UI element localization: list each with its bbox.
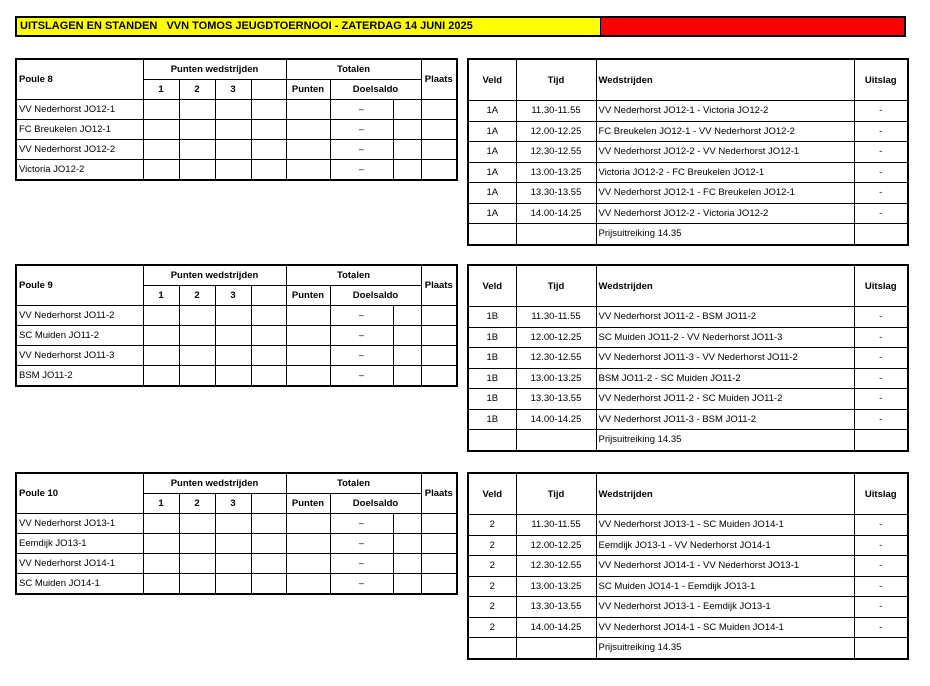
prize-veld-empty <box>468 430 516 451</box>
match-veld: 1A <box>468 101 516 122</box>
match-veld: 1B <box>468 368 516 389</box>
header-match-1: 1 <box>143 80 179 100</box>
match-veld: 1B <box>468 348 516 369</box>
match-teams: VV Nederhorst JO12-1 - FC Breukelen JO12-1 <box>596 183 854 204</box>
prize-tijd-empty <box>516 638 596 659</box>
score-cell-2[interactable] <box>179 160 215 181</box>
match-teams: VV Nederhorst JO12-1 - Victoria JO12-2 <box>596 101 854 122</box>
score-cell-extra[interactable] <box>251 574 286 595</box>
header-match-3: 3 <box>215 80 251 100</box>
prize-uitslag-empty <box>854 430 908 451</box>
header-doelsaldo: Doelsaldo <box>330 80 421 100</box>
match-tijd: 13.00-13.25 <box>516 368 596 389</box>
punten-cell[interactable] <box>286 534 330 554</box>
match-row <box>468 348 908 369</box>
match-uitslag[interactable]: - <box>854 348 908 369</box>
score-cell-extra[interactable] <box>251 140 286 160</box>
match-uitslag[interactable]: - <box>854 203 908 224</box>
standings-row <box>16 346 457 366</box>
score-cell-3[interactable] <box>215 346 251 366</box>
match-tijd: 13.30-13.55 <box>516 597 596 618</box>
doelsaldo-extra-cell[interactable] <box>393 120 421 140</box>
score-cell-3[interactable] <box>215 514 251 534</box>
match-tijd: 13.00-13.25 <box>516 162 596 183</box>
header-plaats: Plaats <box>421 265 457 306</box>
doelsaldo-extra-cell[interactable] <box>393 534 421 554</box>
prize-veld-empty <box>468 638 516 659</box>
match-tijd: 14.00-14.25 <box>516 617 596 638</box>
team-name: BSM JO11-2 <box>16 366 143 387</box>
schedule-table <box>467 264 909 452</box>
punten-cell[interactable] <box>286 554 330 574</box>
header-wedstrijden: Wedstrijden <box>596 473 854 515</box>
match-teams: VV Nederhorst JO11-3 - VV Nederhorst JO11-2 <box>596 348 854 369</box>
score-cell-2[interactable] <box>179 140 215 160</box>
match-uitslag[interactable]: - <box>854 389 908 410</box>
header-tijd: Tijd <box>516 265 596 307</box>
header-punten-wedstrijden: Punten wedstrijden <box>143 59 286 80</box>
standings-row <box>16 534 457 554</box>
match-row <box>468 515 908 536</box>
match-veld: 2 <box>468 515 516 536</box>
score-cell-3[interactable] <box>215 534 251 554</box>
match-teams: SC Muiden JO11-2 - VV Nederhorst JO11-3 <box>596 327 854 348</box>
doelsaldo-cell: – <box>330 574 393 595</box>
header-plaats: Plaats <box>421 473 457 514</box>
match-row <box>468 307 908 328</box>
score-cell-1[interactable] <box>143 574 179 595</box>
page-title: UITSLAGEN EN STANDEN VVN TOMOS JEUGDTOERNOOI - ZATERDAG 14 JUNI 2025 <box>17 18 600 35</box>
header-doelsaldo: Doelsaldo <box>330 494 421 514</box>
doelsaldo-extra-cell[interactable] <box>393 306 421 326</box>
score-cell-2[interactable] <box>179 120 215 140</box>
match-uitslag[interactable]: - <box>854 101 908 122</box>
score-cell-1[interactable] <box>143 120 179 140</box>
standings-row <box>16 366 457 387</box>
doelsaldo-cell: – <box>330 306 393 326</box>
punten-cell[interactable] <box>286 306 330 326</box>
match-veld: 1B <box>468 327 516 348</box>
match-tijd: 12.30-12.55 <box>516 142 596 163</box>
plaats-cell[interactable] <box>421 326 457 346</box>
score-cell-3[interactable] <box>215 306 251 326</box>
doelsaldo-cell: – <box>330 554 393 574</box>
doelsaldo-extra-cell[interactable] <box>393 140 421 160</box>
doelsaldo-cell: – <box>330 346 393 366</box>
plaats-cell[interactable] <box>421 306 457 326</box>
score-cell-1[interactable] <box>143 366 179 387</box>
score-cell-2[interactable] <box>179 306 215 326</box>
match-uitslag[interactable]: - <box>854 327 908 348</box>
team-name: SC Muiden JO14-1 <box>16 574 143 595</box>
header-plaats: Plaats <box>421 59 457 100</box>
header-tijd: Tijd <box>516 59 596 101</box>
header-wedstrijden: Wedstrijden <box>596 265 854 307</box>
match-row <box>468 576 908 597</box>
plaats-cell[interactable] <box>421 514 457 534</box>
match-tijd: 13.00-13.25 <box>516 576 596 597</box>
score-cell-extra[interactable] <box>251 306 286 326</box>
prize-row <box>468 224 908 245</box>
plaats-cell[interactable] <box>421 140 457 160</box>
match-teams: Eemdijk JO13-1 - VV Nederhorst JO14-1 <box>596 535 854 556</box>
pool-name: Poule 10 <box>16 473 143 514</box>
score-cell-1[interactable] <box>143 554 179 574</box>
schedule-table <box>467 58 909 246</box>
header-uitslag: Uitslag <box>854 473 908 515</box>
prize-tijd-empty <box>516 430 596 451</box>
pool-name: Poule 8 <box>16 59 143 100</box>
match-tijd: 12.00-12.25 <box>516 327 596 348</box>
punten-cell[interactable] <box>286 160 330 181</box>
match-row <box>468 101 908 122</box>
prize-ceremony-label: Prijsuitreiking 14.35 <box>596 224 854 245</box>
score-cell-2[interactable] <box>179 554 215 574</box>
punten-cell[interactable] <box>286 346 330 366</box>
match-uitslag[interactable]: - <box>854 617 908 638</box>
match-veld: 1B <box>468 409 516 430</box>
header-doelsaldo: Doelsaldo <box>330 286 421 306</box>
match-teams: FC Breukelen JO12-1 - VV Nederhorst JO12-2 <box>596 121 854 142</box>
score-cell-1[interactable] <box>143 160 179 181</box>
punten-cell[interactable] <box>286 514 330 534</box>
plaats-cell[interactable] <box>421 534 457 554</box>
score-cell-extra[interactable] <box>251 120 286 140</box>
header-veld: Veld <box>468 473 516 515</box>
match-veld: 1A <box>468 121 516 142</box>
score-cell-extra[interactable] <box>251 534 286 554</box>
match-row <box>468 556 908 577</box>
match-row <box>468 409 908 430</box>
score-cell-extra[interactable] <box>251 346 286 366</box>
header-match-3: 3 <box>215 494 251 514</box>
match-veld: 1A <box>468 183 516 204</box>
plaats-cell[interactable] <box>421 346 457 366</box>
standings-row <box>16 120 457 140</box>
match-row <box>468 389 908 410</box>
match-row <box>468 183 908 204</box>
header-punten: Punten <box>286 494 330 514</box>
header-uitslag: Uitslag <box>854 265 908 307</box>
doelsaldo-extra-cell[interactable] <box>393 554 421 574</box>
punten-cell[interactable] <box>286 574 330 595</box>
score-cell-1[interactable] <box>143 514 179 534</box>
doelsaldo-extra-cell[interactable] <box>393 346 421 366</box>
score-cell-2[interactable] <box>179 100 215 120</box>
header-empty-cell <box>251 494 286 514</box>
score-cell-2[interactable] <box>179 326 215 346</box>
team-name: VV Nederhorst JO11-2 <box>16 306 143 326</box>
header-uitslag: Uitslag <box>854 59 908 101</box>
header-match-2: 2 <box>179 494 215 514</box>
doelsaldo-cell: – <box>330 326 393 346</box>
score-cell-2[interactable] <box>179 574 215 595</box>
match-uitslag[interactable]: - <box>854 368 908 389</box>
match-row <box>468 535 908 556</box>
doelsaldo-cell: – <box>330 100 393 120</box>
header-punten: Punten <box>286 286 330 306</box>
plaats-cell[interactable] <box>421 160 457 181</box>
doelsaldo-cell: – <box>330 140 393 160</box>
punten-cell[interactable] <box>286 140 330 160</box>
doelsaldo-extra-cell[interactable] <box>393 366 421 387</box>
schedule-table <box>467 472 909 660</box>
score-cell-3[interactable] <box>215 554 251 574</box>
match-veld: 1A <box>468 142 516 163</box>
doelsaldo-extra-cell[interactable] <box>393 574 421 595</box>
match-teams: VV Nederhorst JO12-2 - Victoria JO12-2 <box>596 203 854 224</box>
standings-table <box>15 472 458 595</box>
score-cell-2[interactable] <box>179 514 215 534</box>
punten-cell[interactable] <box>286 120 330 140</box>
score-cell-1[interactable] <box>143 100 179 120</box>
score-cell-1[interactable] <box>143 534 179 554</box>
header-empty-cell <box>251 286 286 306</box>
match-veld: 2 <box>468 556 516 577</box>
team-name: Victoria JO12-2 <box>16 160 143 181</box>
match-teams: VV Nederhorst JO11-3 - BSM JO11-2 <box>596 409 854 430</box>
score-cell-1[interactable] <box>143 140 179 160</box>
plaats-cell[interactable] <box>421 366 457 387</box>
match-uitslag[interactable]: - <box>854 121 908 142</box>
match-teams: VV Nederhorst JO14-1 - VV Nederhorst JO13-1 <box>596 556 854 577</box>
header-totalen: Totalen <box>286 473 421 494</box>
match-row <box>468 617 908 638</box>
team-name: VV Nederhorst JO12-2 <box>16 140 143 160</box>
score-cell-3[interactable] <box>215 326 251 346</box>
doelsaldo-cell: – <box>330 534 393 554</box>
standings-table <box>15 58 458 181</box>
match-uitslag[interactable]: - <box>854 576 908 597</box>
prize-ceremony-label: Prijsuitreiking 14.35 <box>596 638 854 659</box>
match-uitslag[interactable]: - <box>854 183 908 204</box>
header-tijd: Tijd <box>516 473 596 515</box>
match-tijd: 12.30-12.55 <box>516 556 596 577</box>
match-uitslag[interactable]: - <box>854 597 908 618</box>
header-totalen: Totalen <box>286 265 421 286</box>
plaats-cell[interactable] <box>421 574 457 595</box>
title-banner <box>15 16 906 37</box>
score-cell-2[interactable] <box>179 534 215 554</box>
match-row <box>468 597 908 618</box>
match-tijd: 11.30-11.55 <box>516 101 596 122</box>
header-veld: Veld <box>468 265 516 307</box>
plaats-cell[interactable] <box>421 120 457 140</box>
match-teams: VV Nederhorst JO12-2 - VV Nederhorst JO12-1 <box>596 142 854 163</box>
team-name: VV Nederhorst JO12-1 <box>16 100 143 120</box>
header-wedstrijden: Wedstrijden <box>596 59 854 101</box>
match-uitslag[interactable]: - <box>854 556 908 577</box>
header-punten: Punten <box>286 80 330 100</box>
score-cell-1[interactable] <box>143 346 179 366</box>
match-uitslag[interactable]: - <box>854 535 908 556</box>
match-uitslag[interactable]: - <box>854 409 908 430</box>
title-banner-red-block <box>600 18 904 35</box>
header-match-1: 1 <box>143 494 179 514</box>
header-totalen: Totalen <box>286 59 421 80</box>
header-punten-wedstrijden: Punten wedstrijden <box>143 265 286 286</box>
match-veld: 2 <box>468 576 516 597</box>
doelsaldo-cell: – <box>330 120 393 140</box>
match-tijd: 14.00-14.25 <box>516 203 596 224</box>
match-teams: VV Nederhorst JO13-1 - SC Muiden JO14-1 <box>596 515 854 536</box>
prize-row <box>468 430 908 451</box>
plaats-cell[interactable] <box>421 100 457 120</box>
score-cell-2[interactable] <box>179 346 215 366</box>
match-tijd: 11.30-11.55 <box>516 307 596 328</box>
prize-row <box>468 638 908 659</box>
header-match-3: 3 <box>215 286 251 306</box>
doelsaldo-extra-cell[interactable] <box>393 100 421 120</box>
score-cell-3[interactable] <box>215 100 251 120</box>
score-cell-3[interactable] <box>215 574 251 595</box>
match-teams: VV Nederhorst JO11-2 - BSM JO11-2 <box>596 307 854 328</box>
match-tijd: 12.00-12.25 <box>516 121 596 142</box>
header-veld: Veld <box>468 59 516 101</box>
match-veld: 1B <box>468 389 516 410</box>
match-teams: VV Nederhorst JO14-1 - SC Muiden JO14-1 <box>596 617 854 638</box>
score-cell-1[interactable] <box>143 306 179 326</box>
match-veld: 2 <box>468 535 516 556</box>
score-cell-extra[interactable] <box>251 326 286 346</box>
team-name: VV Nederhorst JO13-1 <box>16 514 143 534</box>
doelsaldo-cell: – <box>330 160 393 181</box>
match-veld: 1B <box>468 307 516 328</box>
match-tijd: 13.30-13.55 <box>516 389 596 410</box>
standings-row <box>16 160 457 181</box>
header-match-2: 2 <box>179 80 215 100</box>
doelsaldo-cell: – <box>330 366 393 387</box>
prize-veld-empty <box>468 224 516 245</box>
header-match-1: 1 <box>143 286 179 306</box>
match-veld: 1A <box>468 203 516 224</box>
score-cell-extra[interactable] <box>251 160 286 181</box>
score-cell-2[interactable] <box>179 366 215 387</box>
doelsaldo-extra-cell[interactable] <box>393 160 421 181</box>
standings-row <box>16 326 457 346</box>
match-row <box>468 203 908 224</box>
match-row <box>468 327 908 348</box>
team-name: VV Nederhorst JO11-3 <box>16 346 143 366</box>
score-cell-3[interactable] <box>215 120 251 140</box>
team-name: SC Muiden JO11-2 <box>16 326 143 346</box>
punten-cell[interactable] <box>286 100 330 120</box>
match-tijd: 11.30-11.55 <box>516 515 596 536</box>
score-cell-extra[interactable] <box>251 554 286 574</box>
match-teams: Victoria JO12-2 - FC Breukelen JO12-1 <box>596 162 854 183</box>
pool-name: Poule 9 <box>16 265 143 306</box>
team-name: Eemdijk JO13-1 <box>16 534 143 554</box>
standings-row <box>16 514 457 534</box>
match-row <box>468 142 908 163</box>
match-row <box>468 121 908 142</box>
standings-row <box>16 100 457 120</box>
match-teams: SC Muiden JO14-1 - Eemdijk JO13-1 <box>596 576 854 597</box>
prize-uitslag-empty <box>854 224 908 245</box>
prize-tijd-empty <box>516 224 596 245</box>
match-uitslag[interactable]: - <box>854 162 908 183</box>
match-teams: BSM JO11-2 - SC Muiden JO11-2 <box>596 368 854 389</box>
punten-cell[interactable] <box>286 366 330 387</box>
match-veld: 1A <box>468 162 516 183</box>
score-cell-3[interactable] <box>215 160 251 181</box>
match-tijd: 12.00-12.25 <box>516 535 596 556</box>
prize-ceremony-label: Prijsuitreiking 14.35 <box>596 430 854 451</box>
standings-row <box>16 306 457 326</box>
header-punten-wedstrijden: Punten wedstrijden <box>143 473 286 494</box>
match-veld: 2 <box>468 597 516 618</box>
score-cell-3[interactable] <box>215 140 251 160</box>
team-name: FC Breukelen JO12-1 <box>16 120 143 140</box>
match-tijd: 14.00-14.25 <box>516 409 596 430</box>
header-match-2: 2 <box>179 286 215 306</box>
score-cell-3[interactable] <box>215 366 251 387</box>
match-teams: VV Nederhorst JO11-2 - SC Muiden JO11-2 <box>596 389 854 410</box>
plaats-cell[interactable] <box>421 554 457 574</box>
doelsaldo-cell: – <box>330 514 393 534</box>
match-veld: 2 <box>468 617 516 638</box>
score-cell-extra[interactable] <box>251 100 286 120</box>
prize-uitslag-empty <box>854 638 908 659</box>
standings-row <box>16 140 457 160</box>
match-uitslag[interactable]: - <box>854 142 908 163</box>
standings-row <box>16 554 457 574</box>
match-uitslag[interactable]: - <box>854 515 908 536</box>
match-teams: VV Nederhorst JO13-1 - Eemdijk JO13-1 <box>596 597 854 618</box>
match-row <box>468 162 908 183</box>
punten-cell[interactable] <box>286 326 330 346</box>
header-empty-cell <box>251 80 286 100</box>
match-uitslag[interactable]: - <box>854 307 908 328</box>
doelsaldo-extra-cell[interactable] <box>393 326 421 346</box>
score-cell-1[interactable] <box>143 326 179 346</box>
score-cell-extra[interactable] <box>251 366 286 387</box>
score-cell-extra[interactable] <box>251 514 286 534</box>
standings-table <box>15 264 458 387</box>
match-tijd: 12.30-12.55 <box>516 348 596 369</box>
standings-row <box>16 574 457 595</box>
doelsaldo-extra-cell[interactable] <box>393 514 421 534</box>
match-row <box>468 368 908 389</box>
match-tijd: 13.30-13.55 <box>516 183 596 204</box>
team-name: VV Nederhorst JO14-1 <box>16 554 143 574</box>
